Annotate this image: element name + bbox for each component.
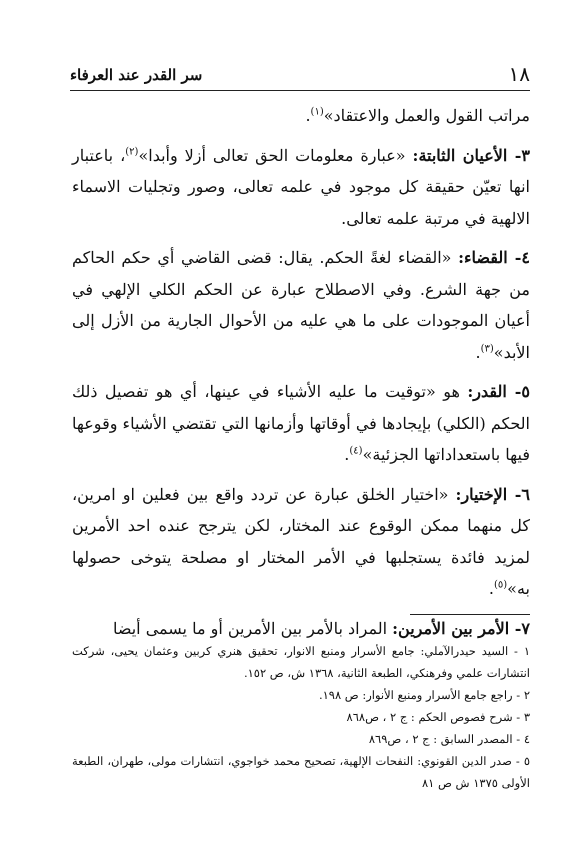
term-heading: ٣- الأعيان الثابتة: xyxy=(412,145,531,165)
paragraph-amr-bayn-amrayn: ٧- الأمر بين الأمرين: المراد بالأمر بين الأمرين أو ما يسمى أيضا xyxy=(112,618,530,638)
header-rule xyxy=(70,90,530,91)
paragraph-qada: ٤- القضاء: «القضاء لغةً الحكم. يقال: قضى القاضي أي حكم الحاكم من جهة الشرع. وفي الاصطلاح عبارة عن الحكم الكلي الإلهي في أعيان الموجودات على ما هي عليه من الأحوال الجارية من الأزل إلى الأبد»$^{(٣)}$. xyxy=(72,248,530,362)
paragraph-fixed-entities: ٣- الأعيان الثابتة: «عبارة معلومات الحق تعالى أزلا وأبدا»$^{(٢)}$، باعتبار انها تعيّن حقيقة كل موجود في علمه تعالى، وصور وتجليات الاسماء الالهية في مرتبة علمه تعالى. xyxy=(72,145,531,228)
term-heading: ٧- الأمر بين الأمرين: xyxy=(392,618,530,638)
term-heading: ٦- الإختيار: xyxy=(455,484,530,504)
footnote-ref: (٣) xyxy=(480,343,494,355)
paragraph-choice: ٦- الإختيار: «اختيار الخلق عبارة عن تردد واقع بين فعلين او امرين، كل منهما ممكن الوقوع عند المختار، لكن يترجح عنده احد الأمرين لمزيد فائدة يستجلبها في الأمر المختار او مصلحة يتوخى حصولها به»$^{(٥)}$. xyxy=(72,484,530,598)
footnote: ١ - السيد حيدرالآملي: جامع الأسرار ومنبع الانوار، تحقيق هنري كربين وعثمان يحيى، شركت انتشارات علمي وفرهنكي، الطبعة الثانية، ١٣٦٨ ش، ص ١٥٢. xyxy=(72,644,530,680)
footnote: ٥ - صدر الدين القونوي: النفحات الإلهية، تصحيح محمد خواجوي، انتشارات مولى، طهران، الطبعة الأولى ١٣٧٥ ش ص ٨١ xyxy=(72,754,530,790)
term-heading: ٥- القدر: xyxy=(467,382,531,401)
footnote: ٢ - راجع جامع الأسرار ومنبع الأنوار: ص ١٩٨. xyxy=(318,688,530,702)
main-text xyxy=(72,100,530,644)
running-title: سر القدر عند العرفاء xyxy=(70,66,203,84)
footnote-ref: (٥) xyxy=(493,579,508,591)
footnote: ٣ - شرح فصوص الحكم : ج ٢ ، ص٨٦٨ xyxy=(346,710,530,724)
term-heading: ٤- القضاء: xyxy=(458,248,530,267)
footnote-rule xyxy=(410,614,530,615)
footnote-ref: (١) xyxy=(310,106,324,118)
footnotes xyxy=(72,640,530,794)
page-header xyxy=(70,60,530,88)
paragraph-qadar: ٥- القدر: هو «توقيت ما عليه الأشياء في عينها، أي هو تفصيل ذلك الحكم (الكلي) بإيجادها في أوقاتها وأزمانها التي تقتضي الأشياء وقوعها فيها باستعداداتها الجزئية»$^{(٤)}$. xyxy=(72,382,531,464)
paragraph-continuation: مراتب القول والعمل والاعتقاد»$^{(١)}$. xyxy=(305,106,530,125)
footnote-ref: (٤) xyxy=(349,445,363,457)
footnote-ref: (٢) xyxy=(125,146,139,158)
footnote: ٤ - المصدر السابق : ج ٢ ، ص٨٦٩ xyxy=(368,732,530,746)
page-number: ١٨ xyxy=(508,62,530,86)
